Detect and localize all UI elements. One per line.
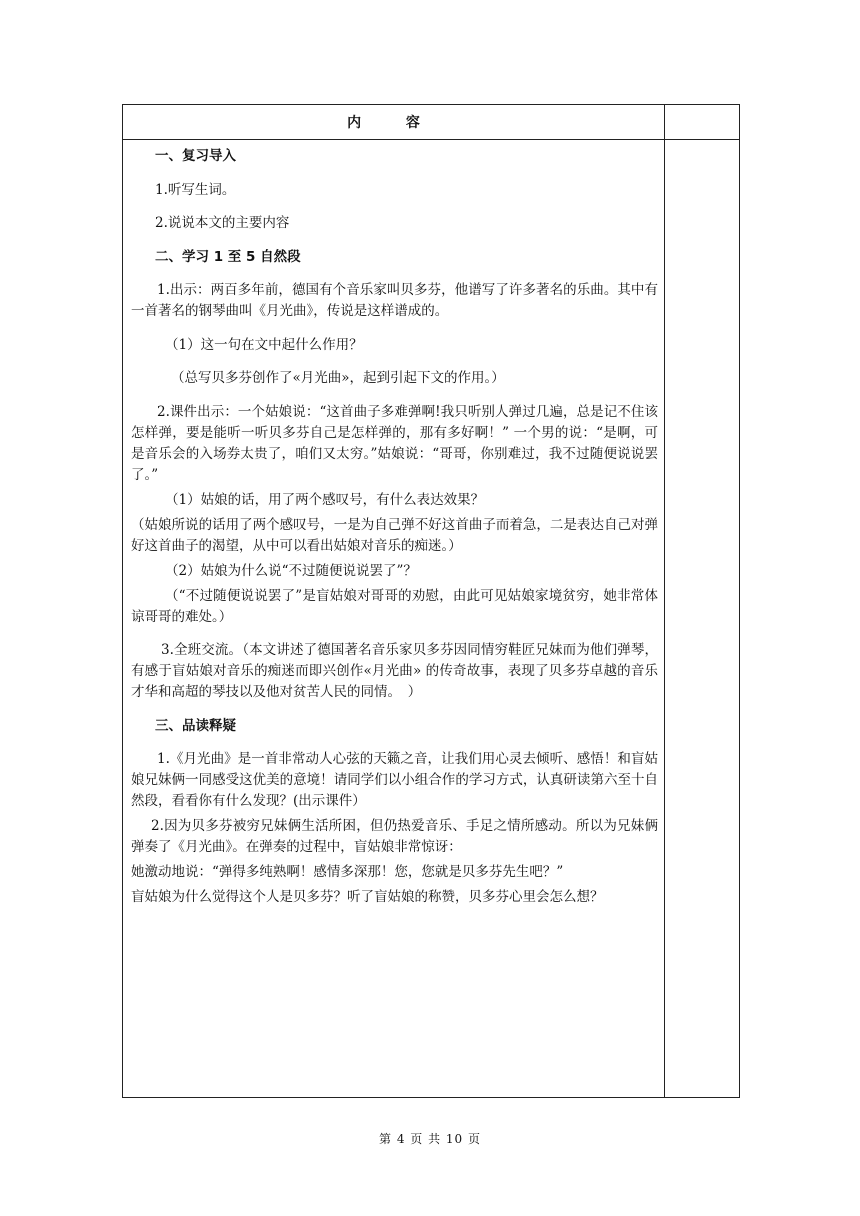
paragraph: （姑娘所说的话用了两个感叹号，一是为自己弹不好这首曲子而着急，二是表达自己对弹好这首曲子的渴望，从中可以看出姑娘对音乐的痴迷。）	[131, 516, 658, 554]
paragraph: （总写贝多芬创作了«月光曲»，起到引起下文的作用。）	[171, 370, 505, 386]
notes-cell	[665, 140, 740, 1098]
paragraph: 1.听写生词。	[155, 181, 236, 198]
paragraph: 3.全班交流。（本文讲述了德国著名音乐家贝多芬因同情穷鞋匠兄妹而为他们弹琴，有感于盲姑娘对音乐的痴迷而即兴创作«月光曲» 的传奇故事，表现了贝多芬卓越的音乐才华和高超的琴技以及他对贫苦人民的同情。 ）	[131, 642, 658, 700]
lesson-content	[123, 140, 664, 908]
paragraph: （1）这一句在文中起什么作用？	[165, 336, 363, 353]
paragraph: 2.因为贝多芬被穷兄妹俩生活所困，但仍热爱音乐、手足之情所感动。所以为兄妹俩弹奏了《月光曲》。在弹奏的过程中，盲姑娘非常惊讶：	[131, 818, 658, 855]
section-heading-read: 三、品读释疑	[155, 717, 236, 734]
section-heading-review: 一、复习导入	[155, 148, 236, 164]
paragraph: 1.《月光曲》是一首非常动人心弦的天籁之音，让我们用心灵去倾听、感悟！和盲姑娘兄妹俩一同感受这优美的意境！请同学们以小组合作的学习方式，认真研读第六至十自然段，看看你有什么发现？(出示课件）	[131, 751, 658, 809]
paragraph: 2.课件出示：一个姑娘说：“这首曲子多难弹啊!我只听别人弹过几遍，总是记不住该怎样弹，要是能听一听贝多芬自己是怎样弹的，那有多好啊！” 一个男的说：“是啊，可是音乐会的入场券太贵了，咱们又太穷。”姑娘说：“哥哥，你别难过，我不过随便说说罢了。”	[131, 403, 658, 483]
paragraph: 2.说说本文的主要内容	[155, 215, 290, 231]
table-header-row	[123, 105, 740, 140]
notes-header-cell	[665, 105, 740, 140]
content-header: 内 容	[123, 105, 665, 140]
page-footer: 第 4 页 共 10 页	[379, 1132, 481, 1146]
paragraph: （“不过随便说说罢了”是盲姑娘对哥哥的劝慰，由此可见姑娘家境贫穷，她非常体谅哥哥的难处。）	[131, 587, 658, 625]
paragraph: （1）姑娘的话，用了两个感叹号，有什么表达效果？	[165, 491, 485, 508]
table-content-row	[123, 140, 740, 1098]
section-heading-study: 二、学习 1 至 5 自然段	[155, 248, 301, 265]
paragraph: （2）姑娘为什么说“不过随便说说罢了”？	[165, 562, 417, 579]
paragraph: 她激动地说：“弹得多纯熟啊！感情多深那！您，您就是贝多芬先生吧？”	[131, 864, 564, 880]
lesson-table	[122, 104, 740, 1098]
paragraph: 1.出示：两百多年前，德国有个音乐家叫贝多芬，他谱写了许多著名的乐曲。其中有一首著名的钢琴曲叫《月光曲》，传说是这样谱成的。	[131, 282, 658, 319]
content-cell	[123, 140, 665, 1098]
paragraph: 盲姑娘为什么觉得这个人是贝多芬？听了盲姑娘的称赞，贝多芬心里会怎么想？	[131, 889, 604, 905]
